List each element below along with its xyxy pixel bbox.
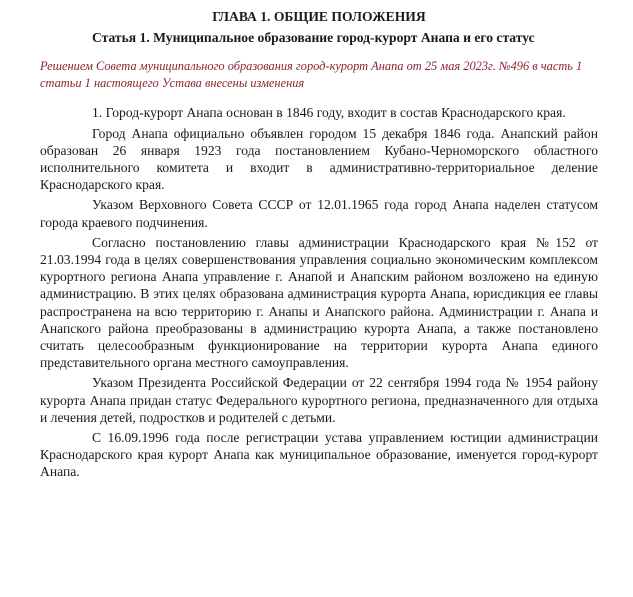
paragraph: Указом Верховного Совета СССР от 12.01.1965 года город Анапа наделен статусом города краевого подчинения. <box>40 197 598 230</box>
article-title: Статья 1. Муниципальное образование город-курорт Анапа и его статус <box>92 30 535 46</box>
paragraph: 1. Город-курорт Анапа основан в 1846 году, входит в состав Краснодарского края. <box>92 105 566 121</box>
paragraph: Город Анапа официально объявлен городом 15 декабря 1846 года. Анапский район образован 26 января 1923 года постановлением Кубано-Черноморского областного исполнительного комитета и входит в административно-территориальное деление Краснодарского края. <box>40 125 598 193</box>
amendment-note: Решением Совета муниципального образования город-курорт Анапа от 25 мая 2023г. №496 в часть 1 статьи 1 настоящего Устава внесены изменения <box>40 59 583 91</box>
paragraph: Указом Президента Российской Федерации от 22 сентября 1994 года № 1954 району курорта Анапа придан статус Федерального курортного региона, предназначенного для отдыха и лечения детей, подростков и родителей с детьми. <box>40 375 598 425</box>
document-page <box>40 8 598 484</box>
chapter-title: ГЛАВА 1. ОБЩИЕ ПОЛОЖЕНИЯ <box>212 9 426 24</box>
paragraph: Согласно постановлению главы администрации Краснодарского края №152 от 21.03.1994 года в целях совершенствования управления социально экономическим комплексом курортного региона Анапа управление г. Анапой и Анапским районом возложено на единую администрацию. В этих целях образована администрация курорта Анапа, юрисдикция ее главы распространена на всю территорию г. Анапы и Анапского района. Администрации г. Анапа и Анапского района преобразованы в администрацию курорта Анапа, а также постановлено считать целесообразным функционирование на территории курорта Анапа единого представительного органа местного самоуправления. <box>40 234 598 371</box>
paragraph: С 16.09.1996 года после регистрации устава управлением юстиции администрации Краснодарского края курорт Анапа как муниципальное образование, именуется город-курорт Анапа. <box>40 430 598 480</box>
